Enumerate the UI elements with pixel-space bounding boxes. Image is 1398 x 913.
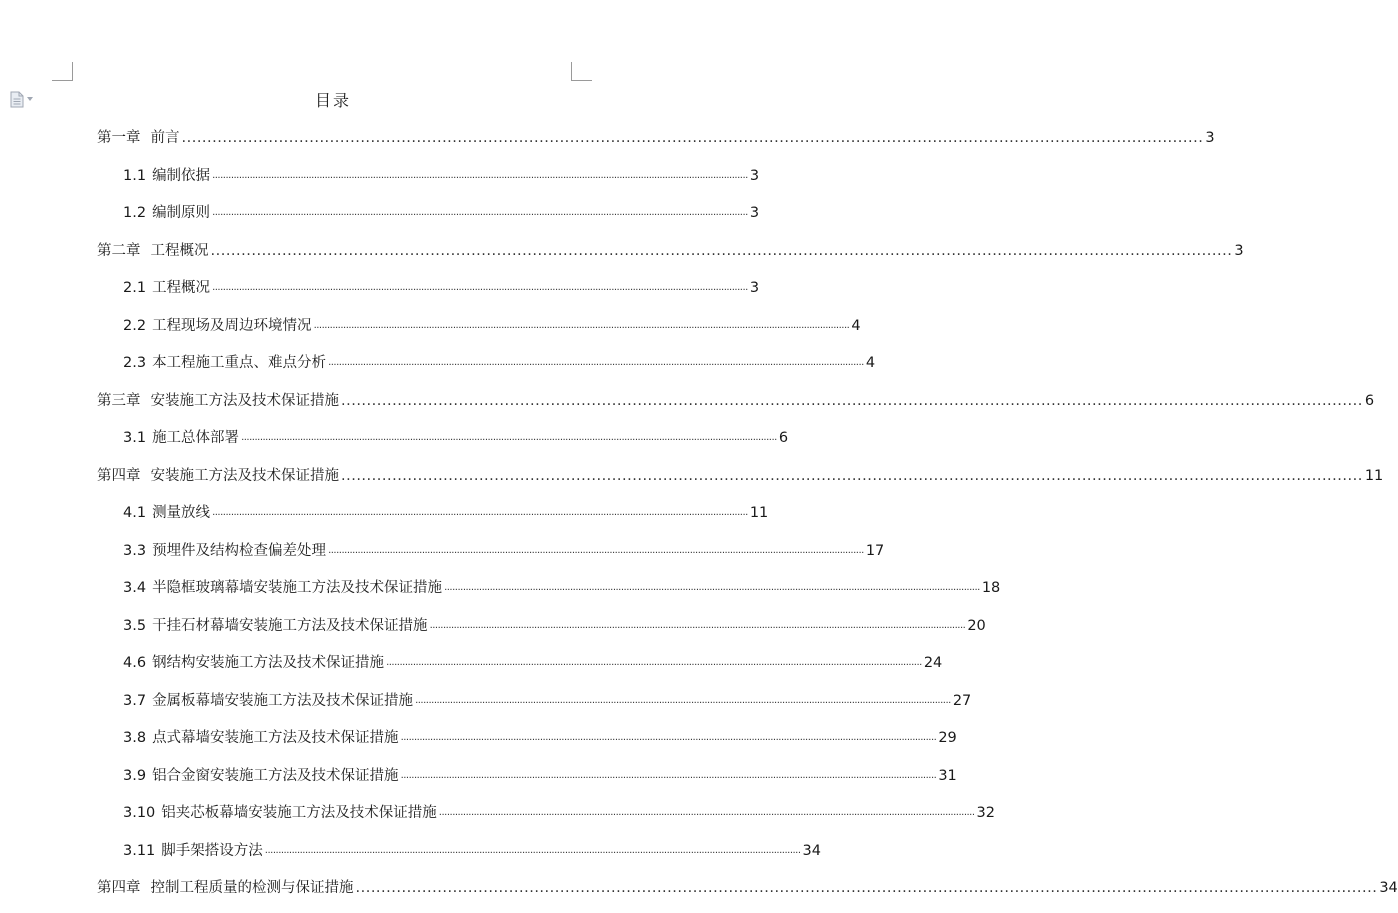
toc-entry-number: 3.10 [123,805,156,821]
toc-leader-dots: ........................................................................................................................................................................................................ [341,392,1363,409]
toc-entry-label [123,841,263,861]
toc-entry-text: 干挂石材幕墙安装施工方法及技术保证措施 [152,617,428,634]
toc-entry-text: 铝合金窗安装施工方法及技术保证措施 [152,767,399,784]
toc-entry-text: 铝夹芯板幕墙安装施工方法及技术保证措施 [161,805,437,821]
toc-entry-text: 编制依据 [152,167,211,184]
toc-entry-number: 3.11 [123,842,156,859]
toc-page-number: 29 [938,730,957,746]
toc-leader-dots: ........................................................................................................................................................................................................ [181,130,1204,146]
toc-entry-number: 4.1 [123,505,147,521]
toc-section-entry[interactable] [0,310,861,336]
toc-entry-label [123,428,239,448]
toc-entry-text: 工程概况 [150,242,209,259]
toc-entry-text: 工程概况 [152,280,211,296]
toc-entry-number: 第二章 [97,242,141,259]
toc-leader-dots: ........................................................................................................................................................................................................ [429,619,966,631]
toc-leader-dots: ........................................................................................................................................................................................................ [400,732,937,743]
toc-chapter-entry[interactable] [0,122,1215,148]
toc-section-entry[interactable] [0,197,760,223]
toc-entry-number: 2.2 [123,317,147,334]
toc-entry-number: 第四章 [97,467,141,484]
toc-entry-label [123,503,210,523]
toc-entry-number: 1.1 [123,167,147,184]
toc-entry-number: 第三章 [97,392,141,409]
toc-page-number: 6 [778,430,789,446]
toc-leader-dots: ........................................................................................................................................................................................................ [415,694,951,706]
toc-entry-text: 钢结构安装施工方法及技术保证措施 [152,655,385,671]
toc-leader-dots: ........................................................................................................................................................................................................ [241,432,777,443]
toc-page-number: 17 [865,542,885,559]
toc-entry-label [123,766,399,786]
toc-chapter-entry[interactable] [0,235,1244,261]
toc-page-number: 20 [967,617,986,634]
toc-leader-dots: ........................................................................................................................................................................................................ [400,769,937,781]
toc-leader-dots: ........................................................................................................................................................................................................ [328,357,864,368]
toc-entry-label [123,616,428,636]
toc-entry-text: 工程现场及周边环境情况 [152,317,312,334]
toc-entry-label [97,241,209,261]
toc-leader-dots: ........................................................................................................................................................................................................ [264,844,801,856]
toc-entry-number: 1.2 [123,205,147,221]
toc-entry-label [123,578,442,598]
toc-entry-text: 前言 [150,130,180,146]
toc-entry-label [123,353,326,373]
toc-entry-number: 2.1 [123,280,147,296]
toc-entry-label [97,466,339,486]
toc-entry-label [97,878,354,898]
toc-section-entry[interactable] [0,722,957,748]
toc-entry-text: 点式幕墙安装施工方法及技术保证措施 [152,730,399,746]
toc-section-entry[interactable] [0,760,957,786]
toc-entry-text: 安装施工方法及技术保证措施 [150,392,339,409]
toc-section-entry[interactable] [0,160,760,186]
toc-leader-dots: ........................................................................................................................................................................................................ [328,544,864,556]
toc-entry-number: 3.1 [123,430,147,446]
toc-entry-number: 2.3 [123,355,147,371]
toc-entry-text: 预埋件及结构检查偏差处理 [152,542,327,559]
page-corner-mark-top-left [52,62,73,81]
toc-page-number: 31 [938,767,957,784]
toc-page-number: 32 [976,805,995,821]
toc-section-entry[interactable] [0,572,1001,598]
toc-page-number: 6 [1364,392,1375,409]
toc-page-number: 18 [981,580,1001,596]
toc-leader-dots: ........................................................................................................................................................................................................ [212,507,748,518]
toc-entry-label [97,391,339,411]
toc-leader-dots: ........................................................................................................................................................................................................ [212,282,748,293]
toc-leader-dots: ........................................................................................................................................................................................................ [341,467,1363,484]
toc-leader-dots: ........................................................................................................................................................................................................ [212,207,748,218]
toc-entry-number: 3.9 [123,767,147,784]
page-title: 目录 [314,91,351,110]
toc-entry-label [123,166,210,186]
toc-leader-dots: ........................................................................................................................................................................................................ [212,169,748,181]
toc-page-number: 11 [1364,467,1384,484]
toc-entry-label [123,653,384,673]
toc-chapter-entry[interactable] [0,385,1375,411]
toc-entry-label [97,128,180,148]
toc-entry-text: 测量放线 [152,505,211,521]
toc-leader-dots: ........................................................................................................................................................................................................ [313,319,850,331]
toc-entry-label [123,541,326,561]
toc-page-number: 3 [749,167,760,184]
toc-page-number: 24 [923,655,943,671]
toc-leader-dots: ........................................................................................................................................................................................................ [210,242,1233,259]
toc-leader-dots: ........................................................................................................................................................................................................ [386,657,922,668]
toc-section-entry[interactable] [0,647,943,673]
toc-leader-dots: ........................................................................................................................................................................................................ [355,880,1378,896]
toc-section-entry[interactable] [0,497,769,523]
toc-section-entry[interactable] [0,835,821,861]
toc-section-entry[interactable] [0,797,995,823]
toc-leader-dots: ........................................................................................................................................................................................................ [444,582,980,593]
toc-entry-label [123,728,399,748]
toc-page-number: 3 [749,280,760,296]
toc-entry-number: 3.5 [123,617,147,634]
toc-page-number: 3 [1234,242,1244,259]
toc-section-entry[interactable] [0,610,986,636]
toc-section-entry[interactable] [0,272,760,298]
toc-page-number: 11 [749,505,769,521]
toc-entry-number: 4.6 [123,655,147,671]
toc-entry-number: 3.8 [123,730,147,746]
toc-entry-label [123,691,413,711]
toc-page-number: 4 [851,317,861,334]
toc-entry-label [123,803,437,823]
toc-entry-number: 第四章 [97,880,141,896]
toc-page-number: 3 [1205,130,1215,146]
toc-page-number: 27 [952,692,972,709]
toc-page-number: 3 [749,205,760,221]
toc-entry-text: 金属板幕墙安装施工方法及技术保证措施 [152,692,414,709]
toc-entry-text: 本工程施工重点、难点分析 [152,355,327,371]
toc-entry-number: 3.7 [123,692,147,709]
toc-section-entry[interactable] [0,422,789,448]
toc-entry-text: 脚手架搭设方法 [161,842,263,859]
toc-section-entry[interactable] [0,347,876,373]
toc-entry-text: 半隐框玻璃幕墙安装施工方法及技术保证措施 [152,580,443,596]
page-corner-mark-top-right [571,62,592,81]
toc-entry-label [123,203,210,223]
toc-page-number: 34 [802,842,821,859]
toc-section-entry[interactable] [0,535,885,561]
toc-chapter-entry[interactable] [0,460,1384,486]
toc-entry-text: 控制工程质量的检测与保证措施 [150,880,354,896]
toc-entry-text: 安装施工方法及技术保证措施 [150,467,339,484]
toc-page-number: 4 [865,355,876,371]
toc-leader-dots: ........................................................................................................................................................................................................ [438,807,975,818]
toc-entry-number: 第一章 [97,130,141,146]
toc-entry-text: 编制原则 [152,205,211,221]
toc-entry-number: 3.4 [123,580,147,596]
toc-chapter-entry[interactable] [0,872,1398,898]
toc-entry-label [123,316,312,336]
toc-entry-label [123,278,210,298]
toc-page-number: 34 [1379,880,1398,896]
toc-section-entry[interactable] [0,685,972,711]
toc-entry-number: 3.3 [123,542,147,559]
toc-entry-text: 施工总体部署 [152,430,240,446]
